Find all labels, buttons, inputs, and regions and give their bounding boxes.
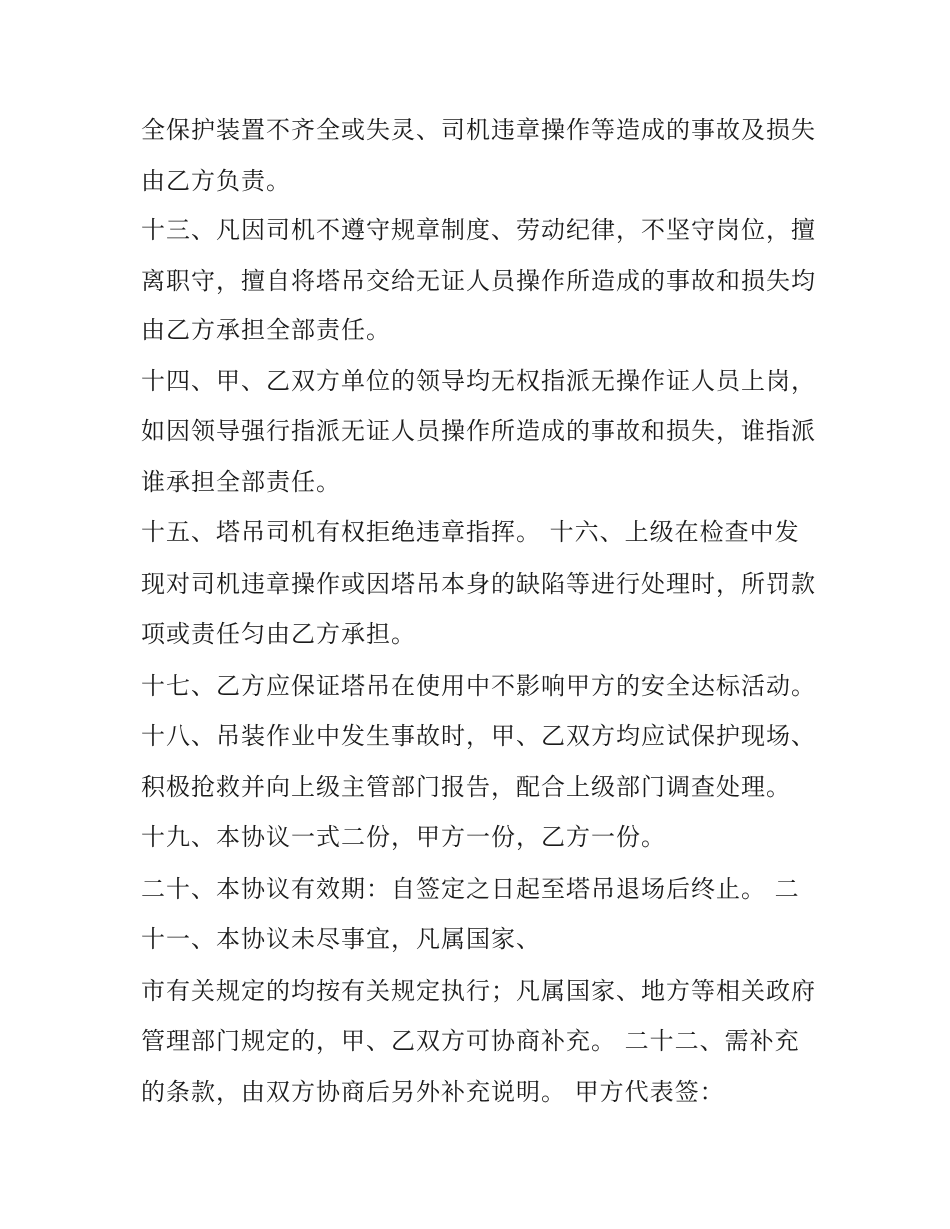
text-line: 谁承担全部责任。 — [141, 468, 341, 496]
text-line: 十七、乙方应保证塔吊在使用中不影响甲方的安全达标活动。 — [141, 672, 816, 700]
text-line: 由乙方承担全部责任。 — [141, 316, 391, 344]
text-line: 管理部门规定的，甲、乙双方可协商补充。 二十二、需补充 — [141, 1027, 800, 1055]
text-line: 全保护装置不齐全或失灵、司机违章操作等造成的事故及损失 — [141, 116, 816, 144]
text-line: 十九、本协议一式二份，甲方一份，乙方一份。 — [141, 823, 666, 851]
text-line: 离职守，擅自将塔吊交给无证人员操作所造成的事故和损失均 — [141, 267, 816, 295]
text-line: 十五、塔吊司机有权拒绝违章指挥。 十六、上级在检查中发 — [141, 518, 800, 546]
text-line: 如因领导强行指派无证人员操作所造成的事故和损失，谁指派 — [141, 417, 816, 445]
text-line: 积极抢救并向上级主管部门报告，配合上级部门调查处理。 — [141, 773, 791, 801]
text-line: 十三、凡因司机不遵守规章制度、劳动纪律，不坚守岗位，擅 — [141, 216, 816, 244]
text-line: 现对司机违章操作或因塔吊本身的缺陷等进行处理时，所罚款 — [141, 570, 816, 598]
text-line: 项或责任匀由乙方承担。 — [141, 620, 416, 648]
text-line: 的条款，由双方协商后另外补充说明。 甲方代表签： — [141, 1078, 725, 1106]
text-line: 十一、本协议未尽事宜，凡属国家、 — [141, 925, 541, 953]
text-line: 十四、甲、乙双方单位的领导均无权指派无操作证人员上岗， — [141, 367, 816, 395]
text-line: 由乙方负责。 — [141, 167, 291, 195]
text-line: 十八、吊装作业中发生事故时，甲、乙双方均应试保护现场、 — [141, 722, 816, 750]
text-line: 二十、本协议有效期：自签定之日起至塔吊退场后终止。 二 — [141, 875, 800, 903]
text-line: 市有关规定的均按有关规定执行；凡属国家、地方等相关政府 — [141, 977, 816, 1005]
